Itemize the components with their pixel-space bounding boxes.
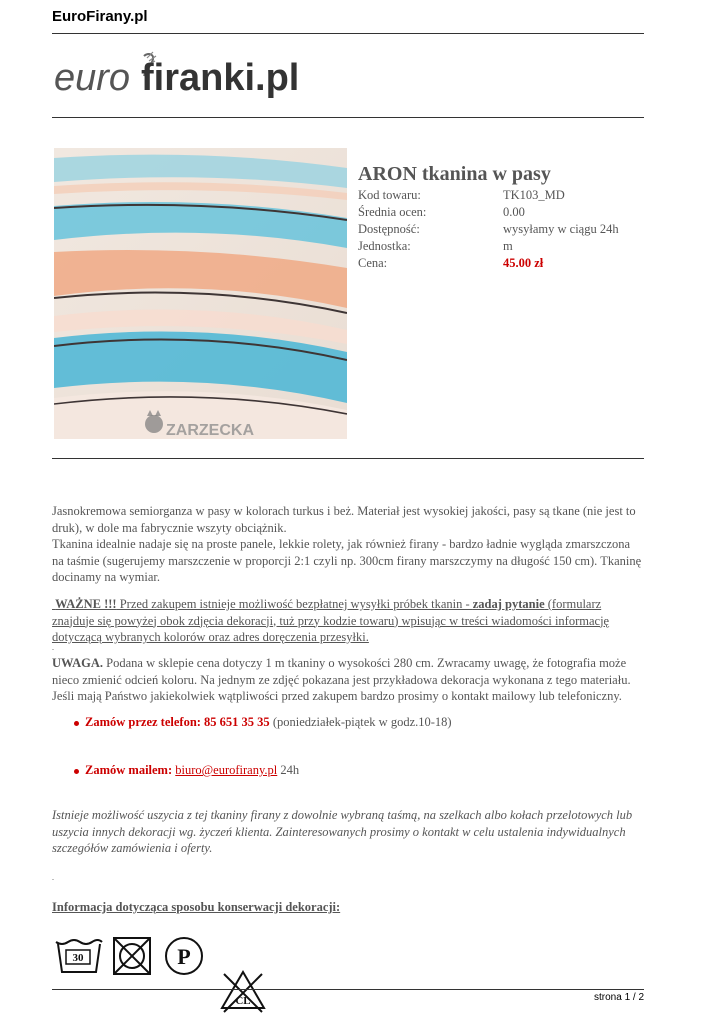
attr-label: Średnia ocen: — [358, 205, 427, 219]
order-mail-label: Zamów mailem: — [85, 763, 176, 777]
care-symbols — [52, 932, 212, 982]
footer-rule — [52, 989, 644, 990]
order-phone-label[interactable]: Zamów przez telefon: 85 651 35 35 — [85, 715, 270, 729]
eurofiranki-logo — [52, 50, 322, 106]
attr-row-code — [358, 188, 619, 205]
care-info-title: Informacja dotycząca sposobu konserwacji dekoracji: — [52, 900, 341, 914]
svg-text:CL: CL — [235, 995, 251, 1007]
notice-text: Podana w sklepie cena dotyczy 1 m tkaniny o wysokości 280 cm. Zwracamy uwagę, że fotografia może nieco zmienić odcień koloru. Na jednym ze zdjęć pokazana jest przykładowa dekoracja wykonana z tego materiału. Jeśli mają Państwo jakiekolwiek wątpliwości przed zakupem bardzo prosimy o kontakt mailowy lub telefoniczny. — [52, 656, 631, 703]
attr-row-rating — [358, 205, 619, 222]
wash-30-icon — [56, 940, 102, 972]
attr-value: m — [503, 239, 513, 253]
product-description — [52, 503, 644, 586]
important-label: WAŻNE !!! — [55, 597, 117, 611]
notice-label: UWAGA. — [52, 656, 104, 670]
attr-label: Kod towaru: — [358, 188, 421, 202]
logo-rule — [52, 117, 644, 118]
ask-question-link[interactable]: zadaj pytanie — [472, 597, 545, 611]
attr-row-availability — [358, 222, 619, 239]
watermark-text: ZARZECKA — [166, 422, 254, 439]
striped-fabric-image — [54, 148, 347, 439]
product-title: ARON tkanina w pasy — [358, 163, 551, 185]
dry-clean-p-icon — [166, 938, 202, 974]
important-notice — [52, 596, 644, 646]
logo-text-euro: euro — [54, 57, 131, 99]
attr-value: TK103_MD — [503, 188, 565, 202]
attr-label: Jednostka: — [358, 239, 411, 253]
site-header: EuroFirany.pl — [52, 8, 148, 25]
order-mail-hours: 24h — [277, 763, 300, 777]
no-chlorine-icon — [218, 968, 268, 1014]
section-rule — [52, 458, 644, 459]
order-mail-link[interactable]: biuro@eurofirany.pl — [175, 763, 278, 777]
description-paragraph-1: Jasnokremowa semiorganza w pasy w kolorach turkus i beż. Materiał jest wysokiej jakości, pasy są tkane (nie jest to druk), w dole ma fabrycznie wszyty obciążnik. — [52, 504, 636, 535]
order-phone-hours: (poniedziałek-piątek w godz.10-18) — [269, 715, 452, 729]
page-number: strona 1 / 2 — [594, 992, 645, 1003]
order-phone-item — [74, 715, 634, 730]
separator-dot: . — [52, 643, 54, 652]
no-tumble-dry-icon — [114, 938, 150, 974]
sewing-info: Istnieje możliwość uszycia z tej tkaniny firany z dowolnie wybraną taśmą, na szelkach albo kołach przelotowych lub uszycia innych dekoracji wg. życzeń klienta. Zainteresowanych prosimy o kontakt w celu ustalenia indywidualnych szczegółów zamówienia i oferty. — [52, 808, 633, 855]
attr-value: wysyłamy w ciągu 24h — [503, 222, 619, 236]
order-mail-item — [74, 763, 634, 778]
svg-text:30: 30 — [72, 952, 84, 964]
svg-text:P: P — [177, 944, 191, 969]
attr-row-unit — [358, 239, 619, 256]
price-value: 45.00 zł — [503, 256, 544, 270]
attr-value: 0.00 — [503, 205, 525, 219]
bullet-icon — [74, 721, 79, 726]
description-paragraph-2: Tkanina idealnie nadaje się na proste panele, lekkie rolety, jak również firany - bardzo ładnie wygląda zmarszczona na taśmie (sugerujemy marszczenie w proporcji 2:1 czyli np. 300cm firany marszczymy na długość 150 cm). Tkaninę docinamy na wymiar. — [52, 537, 642, 584]
attr-label: Dostępność: — [358, 222, 420, 236]
attr-label: Cena: — [358, 256, 388, 270]
price-notice — [52, 655, 644, 705]
header-rule — [52, 33, 644, 34]
separator-dot: . — [52, 873, 54, 882]
product-attributes — [358, 188, 619, 273]
logo-text-firanki: firanki.pl — [141, 57, 300, 99]
attr-row-price — [358, 256, 619, 273]
bullet-icon — [74, 769, 79, 774]
important-text-a: Przed zakupem istnieje możliwość bezpłatnej wysyłki próbek tkanin - — [116, 597, 473, 611]
product-photo[interactable] — [54, 148, 347, 439]
important-text-b: (formularz znajduje się powyżej obok zdjęcia dekoracji, tuż przy kodzie towaru) wpisując w treści wiadomości informację dotyczącą wybranych kolorów oraz adres doręczenia przesyłki. — [52, 597, 610, 644]
